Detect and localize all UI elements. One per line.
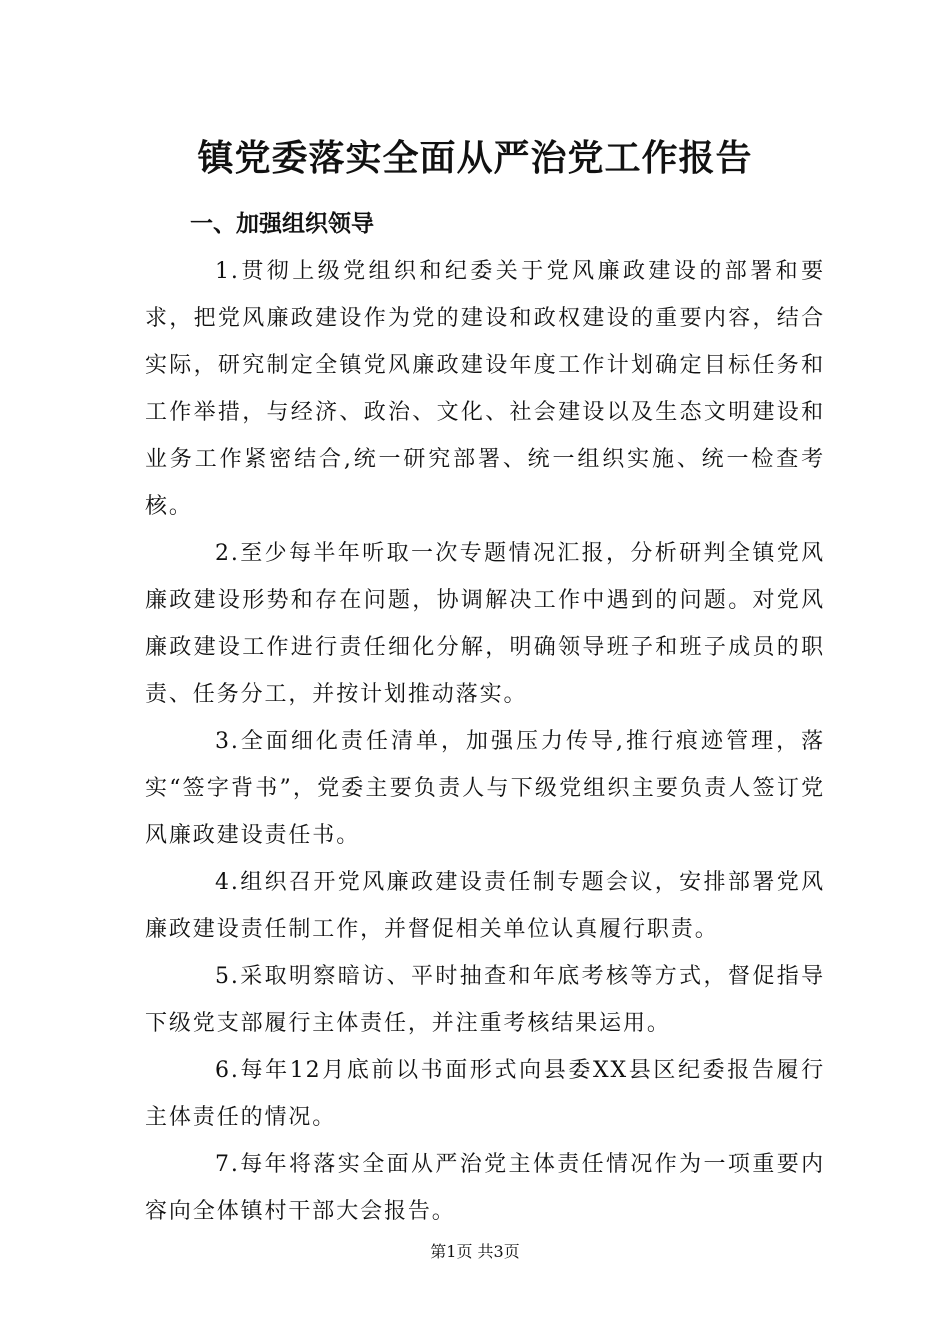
paragraph-7: 7.每年将落实全面从严治党主体责任情况作为一项重要内容向全体镇村干部大会报告。 bbox=[145, 1152, 825, 1224]
paragraph-6: 6.每年12月底前以书面形式向县委XX县区纪委报告履行主体责任的情况。 bbox=[145, 1058, 825, 1130]
paragraph-1: 1.贯彻上级党组织和纪委关于党风廉政建设的部署和要求，把党风廉政建设作为党的建设和政权建设的重要内容，结合实际，研究制定全镇党风廉政建设年度工作计划确定目标任务和工作举措，与经济、政治、文化、社会建设以及生态文明建设和业务工作紧密结合,统一研究部署、统一组织实施、统一检查考核。 bbox=[145, 259, 825, 519]
paragraph-4: 4.组织召开党风廉政建设责任制专题会议，安排部署党风廉政建设责任制工作，并督促相关单位认真履行职责。 bbox=[145, 870, 825, 942]
document-title: 镇党委落实全面从严治党工作报告 bbox=[197, 137, 753, 179]
paragraph-3: 3.全面细化责任清单，加强压力传导,推行痕迹管理，落实“签字背书”，党委主要负责人与下级党组织主要负责人签订党风廉政建设责任书。 bbox=[145, 729, 825, 848]
paragraph-5: 5.采取明察暗访、平时抽查和年底考核等方式，督促指导下级党支部履行主体责任，并注重考核结果运用。 bbox=[145, 964, 825, 1036]
paragraph-2: 2.至少每半年听取一次专题情况汇报，分析研判全镇党风廉政建设形势和存在问题，协调解决工作中遇到的问题。对党风廉政建设工作进行责任细化分解，明确领导班子和班子成员的职责、任务分工，并按计划推动落实。 bbox=[145, 541, 825, 707]
document-body bbox=[145, 248, 825, 1235]
section-heading: 一、加强组织领导 bbox=[190, 211, 374, 237]
page-footer: 第1页 共3页 bbox=[430, 1242, 520, 1261]
